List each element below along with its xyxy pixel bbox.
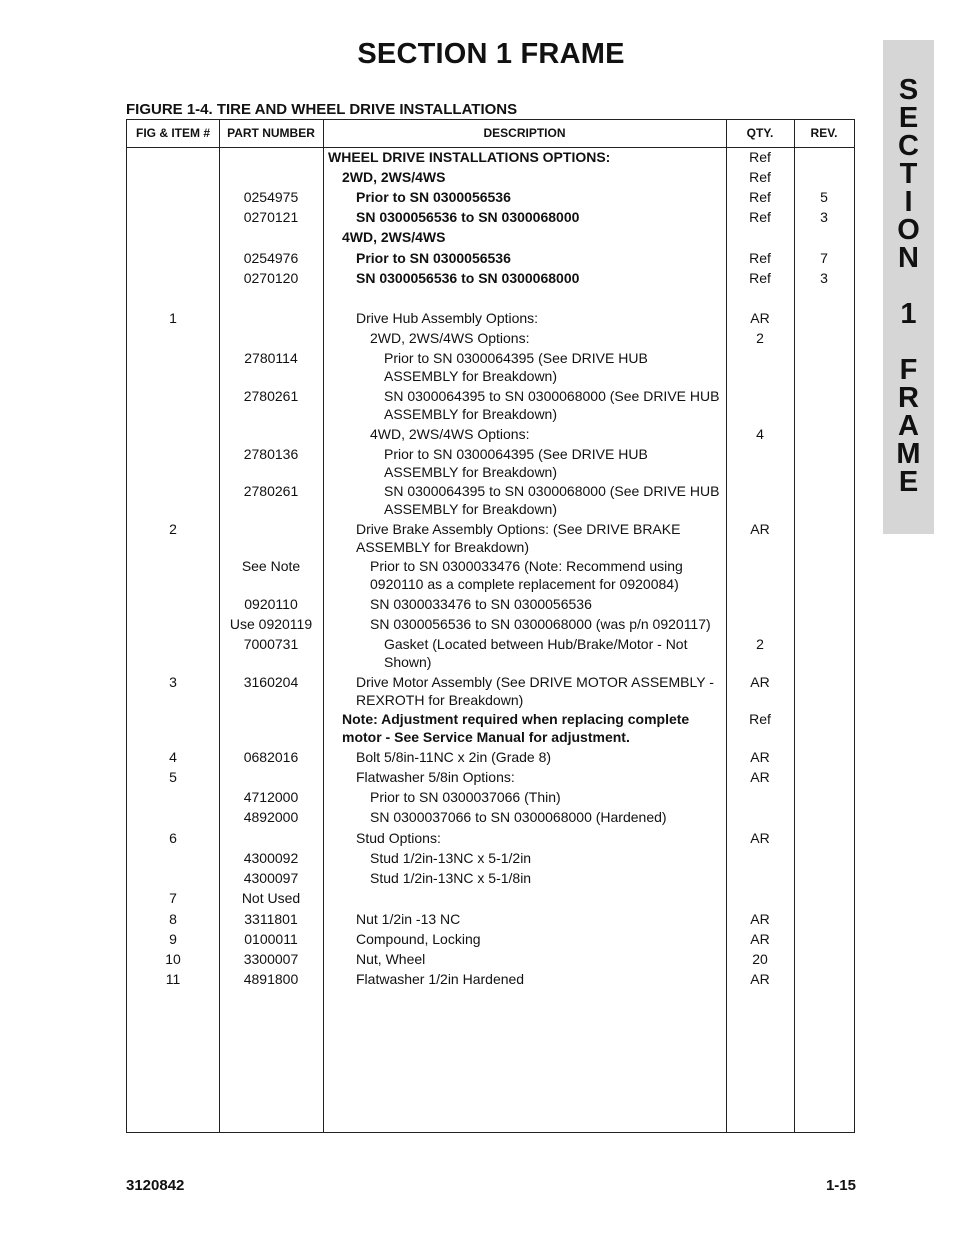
part-number-cell: 4892000 xyxy=(243,809,299,825)
part-number-cell: 0254975 xyxy=(243,189,299,205)
fig-item-cell: 1 xyxy=(169,310,177,326)
description-cell: SN 0300037066 to SN 0300068000 (Hardened) xyxy=(370,809,667,825)
page-title: SECTION 1 FRAME xyxy=(357,38,625,70)
document-number: 3120842 xyxy=(126,1177,185,1194)
side-tab-letter: N xyxy=(898,242,919,274)
description-cell: SN 0300033476 to SN 0300056536 xyxy=(370,596,592,612)
header-divider xyxy=(127,147,854,148)
description-cell: SN 0300064395 to SN 0300068000 (See DRIVE HUB ASSEMBLY for Breakdown) xyxy=(384,388,720,422)
part-number-cell: 2780114 xyxy=(244,350,298,366)
header-qty: QTY. xyxy=(746,126,774,140)
description-cell: Drive Hub Assembly Options: xyxy=(356,310,539,326)
side-tab-letter: E xyxy=(898,466,919,498)
qty-cell: Ref xyxy=(749,250,771,266)
rev-cell: 7 xyxy=(820,250,828,266)
side-tab-letter: 1 xyxy=(900,298,917,330)
side-tab-letter: E xyxy=(898,102,919,134)
description-cell: SN 0300056536 to SN 0300068000 (was p/n 0920117) xyxy=(370,616,711,632)
header-rev: REV. xyxy=(810,126,838,140)
description-cell: Flatwasher 1/2in Hardened xyxy=(356,971,525,987)
side-tab-letter xyxy=(883,272,934,300)
rev-cell: 5 xyxy=(820,189,828,205)
fig-item-cell: 6 xyxy=(169,830,177,846)
part-number-cell: 0270120 xyxy=(243,270,299,286)
header-description: DESCRIPTION xyxy=(483,126,566,140)
fig-item-cell: 5 xyxy=(169,769,177,785)
description-cell: Nut, Wheel xyxy=(356,951,426,967)
qty-cell: Ref xyxy=(749,149,771,165)
part-number-cell: 0682016 xyxy=(243,749,299,765)
side-tab-letter: S xyxy=(898,74,919,106)
part-number-cell: 4891800 xyxy=(243,971,299,987)
qty-cell: AR xyxy=(750,674,770,690)
part-number-cell: 7000731 xyxy=(243,636,299,652)
description-cell: 2WD, 2WS/4WS xyxy=(342,169,446,185)
qty-cell: AR xyxy=(750,830,770,846)
rev-cell: 3 xyxy=(820,270,828,286)
part-number-cell: 3300007 xyxy=(243,951,299,967)
side-tab-letter: A xyxy=(898,410,919,442)
part-number-cell: 0254976 xyxy=(243,250,299,266)
description-cell: Bolt 5/8in-11NC x 2in (Grade 8) xyxy=(356,749,552,765)
header-fig-item: FIG & ITEM # xyxy=(135,126,210,140)
side-tab-letter: M xyxy=(896,438,921,470)
part-number-cell: Use 0920119 xyxy=(229,616,313,632)
part-number-cell: 0100011 xyxy=(244,931,298,947)
qty-cell: 4 xyxy=(756,426,764,442)
qty-cell: AR xyxy=(750,769,770,785)
parts-table xyxy=(126,119,855,1133)
qty-cell: 20 xyxy=(752,951,768,967)
description-cell: 4WD, 2WS/4WS xyxy=(342,229,446,245)
fig-item-cell: 9 xyxy=(169,931,177,947)
description-cell: WHEEL DRIVE INSTALLATIONS OPTIONS: xyxy=(328,149,611,165)
description-cell: Prior to SN 0300037066 (Thin) xyxy=(370,789,561,805)
side-tab-letter: T xyxy=(899,158,918,190)
qty-cell: Ref xyxy=(749,270,771,286)
qty-cell: AR xyxy=(750,971,770,987)
part-number-cell: 0270121 xyxy=(243,209,299,225)
side-tab-letter: I xyxy=(904,186,913,218)
fig-item-cell: 8 xyxy=(169,911,177,927)
qty-cell: 2 xyxy=(756,636,764,652)
description-cell: Stud 1/2in-13NC x 5-1/8in xyxy=(370,870,532,886)
qty-cell: Ref xyxy=(749,189,771,205)
part-number-cell: 0920110 xyxy=(244,596,298,612)
qty-cell: AR xyxy=(750,310,770,326)
description-cell: Stud 1/2in-13NC x 5-1/2in xyxy=(370,850,532,866)
description-cell: Prior to SN 0300064395 (See DRIVE HUB ASSEMBLY for Breakdown) xyxy=(384,446,648,480)
description-cell: Compound, Locking xyxy=(356,931,481,947)
description-cell: Gasket (Located between Hub/Brake/Motor - Not Shown) xyxy=(384,636,688,670)
fig-item-cell: 10 xyxy=(165,951,181,967)
side-tab-letter: F xyxy=(899,354,918,386)
description-cell: SN 0300056536 to SN 0300068000 xyxy=(356,209,580,225)
part-number-cell: 4300097 xyxy=(243,870,299,886)
qty-cell: Ref xyxy=(749,711,771,727)
side-tab-letter xyxy=(883,328,934,356)
side-tab-letter: R xyxy=(898,382,919,414)
part-number-cell: 2780261 xyxy=(243,388,299,404)
qty-cell: AR xyxy=(750,911,770,927)
part-number-cell: 2780136 xyxy=(243,446,299,462)
qty-cell: AR xyxy=(750,749,770,765)
header-part-number: PART NUMBER xyxy=(227,126,315,140)
description-cell: Nut 1/2in -13 NC xyxy=(356,911,461,927)
description-cell: 4WD, 2WS/4WS Options: xyxy=(370,426,530,442)
description-cell: Note: Adjustment required when replacing complete motor - See Service Manual for adjustment. xyxy=(342,711,690,745)
qty-cell: AR xyxy=(750,931,770,947)
description-cell: Stud Options: xyxy=(356,830,441,846)
description-cell: Prior to SN 0300056536 xyxy=(356,250,511,266)
page-number: 1-15 xyxy=(825,1177,856,1194)
fig-item-cell: 11 xyxy=(165,971,181,987)
description-cell: 2WD, 2WS/4WS Options: xyxy=(370,330,530,346)
description-cell: Prior to SN 0300056536 xyxy=(356,189,511,205)
part-number-cell: Not Used xyxy=(241,890,301,906)
side-tab-letter: C xyxy=(898,130,919,162)
description-cell: Prior to SN 0300033476 (Note: Recommend using 0920110 as a complete replacement for 0920084) xyxy=(370,558,683,592)
description-cell: SN 0300056536 to SN 0300068000 xyxy=(356,270,580,286)
side-tab-letters xyxy=(883,76,934,496)
part-number-cell: 3160204 xyxy=(243,674,299,690)
description-cell: SN 0300064395 to SN 0300068000 (See DRIVE HUB ASSEMBLY for Breakdown) xyxy=(384,483,720,517)
description-cell: Drive Motor Assembly (See DRIVE MOTOR ASSEMBLY - REXROTH for Breakdown) xyxy=(356,674,714,708)
fig-item-cell: 7 xyxy=(169,890,177,906)
column-divider xyxy=(323,120,324,1132)
part-number-cell: 4300092 xyxy=(243,850,299,866)
part-number-cell: 2780261 xyxy=(243,483,299,499)
description-cell: Flatwasher 5/8in Options: xyxy=(356,769,515,785)
part-number-cell: 4712000 xyxy=(243,789,299,805)
qty-cell: Ref xyxy=(749,209,771,225)
part-number-cell: 3311801 xyxy=(244,911,298,927)
side-tab-letter: O xyxy=(897,214,920,246)
rev-cell: 3 xyxy=(820,209,828,225)
qty-cell: AR xyxy=(750,521,770,537)
description-cell: Prior to SN 0300064395 (See DRIVE HUB ASSEMBLY for Breakdown) xyxy=(384,350,648,384)
fig-item-cell: 2 xyxy=(169,521,177,537)
fig-item-cell: 3 xyxy=(169,674,177,690)
part-number-cell: See Note xyxy=(241,558,301,574)
description-cell: Drive Brake Assembly Options: (See DRIVE BRAKE ASSEMBLY for Breakdown) xyxy=(356,521,681,555)
qty-cell: Ref xyxy=(749,169,771,185)
figure-title: FIGURE 1-4. TIRE AND WHEEL DRIVE INSTALLATIONS xyxy=(126,101,518,118)
section-side-tab xyxy=(883,40,934,534)
qty-cell: 2 xyxy=(756,330,764,346)
fig-item-cell: 4 xyxy=(169,749,177,765)
